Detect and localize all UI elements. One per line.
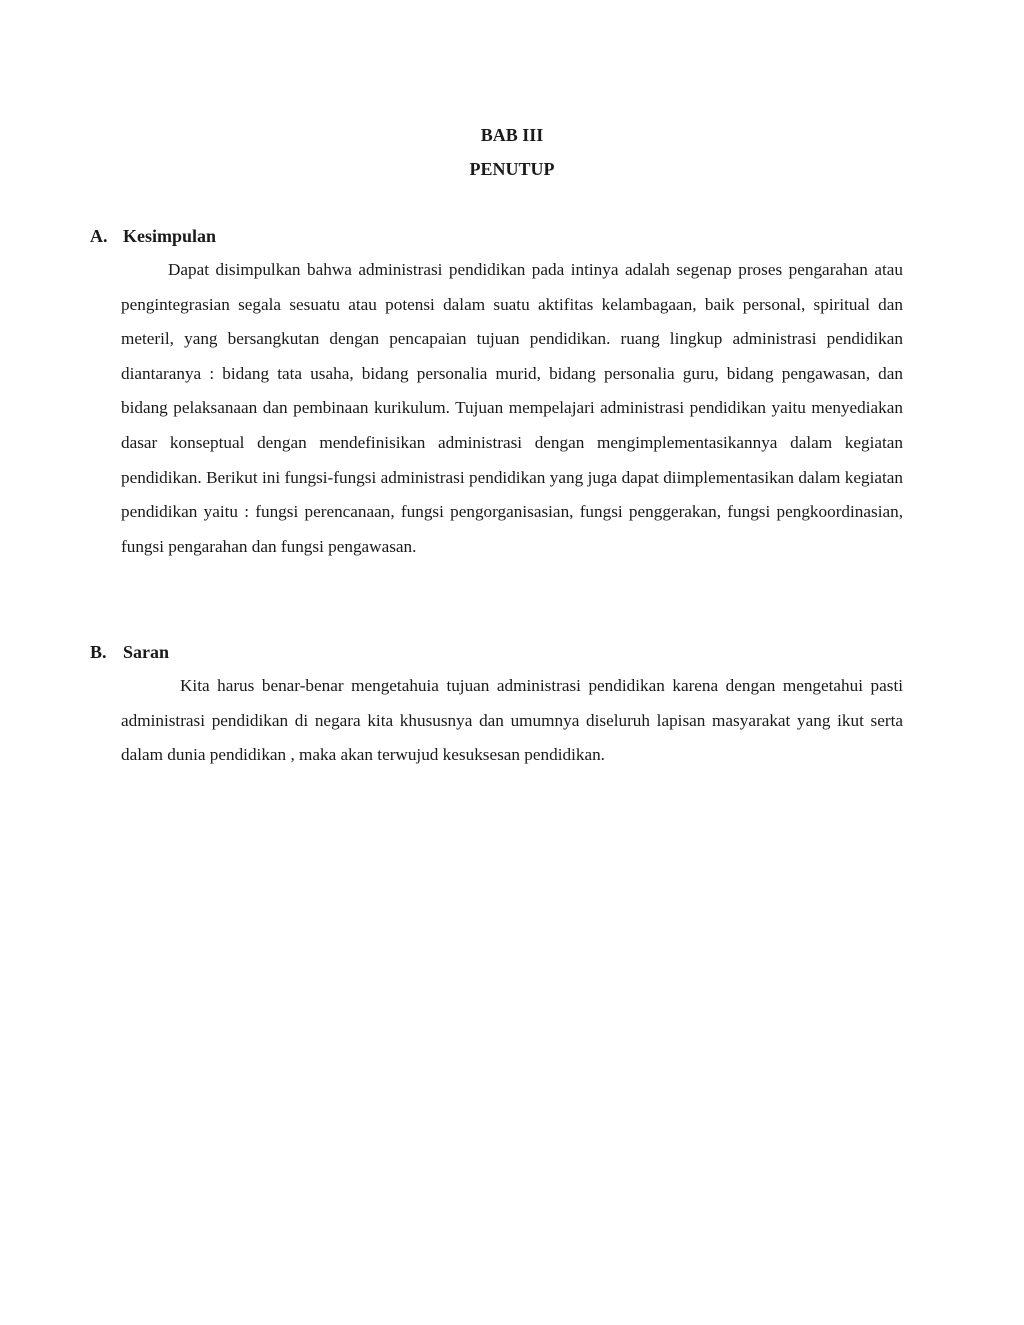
section-title: Saran — [123, 642, 170, 662]
section-heading-saran — [90, 641, 169, 663]
chapter-title: PENUTUP — [469, 159, 555, 179]
section-letter: A. — [90, 226, 108, 246]
chapter-number: BAB III — [480, 125, 544, 145]
section-heading-kesimpulan — [90, 225, 216, 247]
section-letter: B. — [90, 642, 107, 662]
section-title: Kesimpulan — [123, 226, 217, 246]
saran-paragraph: Kita harus benar-benar mengetahuia tujuan administrasi pendidikan karena dengan mengetahui pasti administrasi pendidikan di negara kita khususnya dan umumnya diseluruh lapisan masyarakat yang ikut serta dalam dunia pendidikan , maka akan terwujud kesuksesan pendidikan. — [121, 676, 903, 765]
kesimpulan-paragraph: Dapat disimpulkan bahwa administrasi pendidikan pada intinya adalah segenap proses pengarahan atau pengintegrasian segala sesuatu atau potensi dalam suatu aktifitas kelambagaan, baik personal, spiritual dan meteril, yang bersangkutan dengan pencapaian tujuan pendidikan. ruang lingkup administrasi pendidikan diantaranya : bidang tata usaha, bidang personalia murid, bidang personalia guru, bidang pengawasan, dan bidang pelaksanaan dan pembinaan kurikulum. Tujuan mempelajari administrasi pendidikan yaitu menyediakan dasar konseptual dengan mendefinisikan administrasi dengan mengimplementasikannya dalam kegiatan pendidikan. Berikut ini fungsi-fungsi administrasi pendidikan yang juga dapat diimplementasikan dalam kegiatan pendidikan yaitu : fungsi perencanaan, fungsi pengorganisasian, fungsi penggerakan, fungsi pengkoordinasian, fungsi pengarahan dan fungsi pengawasan. — [121, 260, 903, 556]
chapter-heading — [0, 118, 1024, 186]
